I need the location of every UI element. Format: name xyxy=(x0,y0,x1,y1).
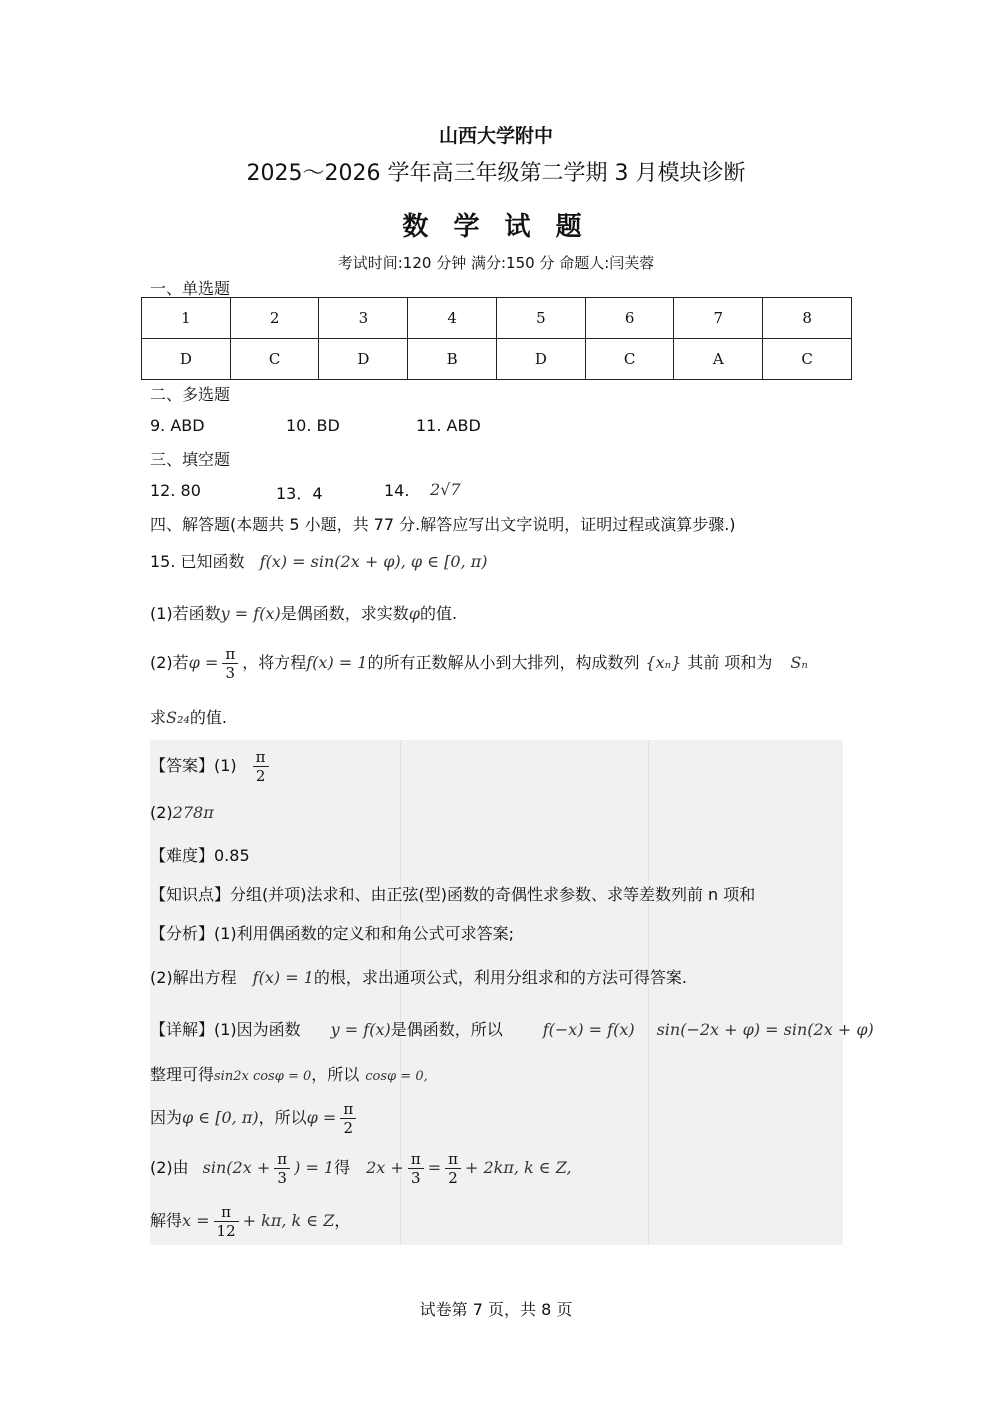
answer-item: 9. ABD xyxy=(150,416,205,435)
text: 解得 xyxy=(150,1211,183,1230)
fraction xyxy=(408,1150,424,1187)
panel-divider xyxy=(648,740,649,1245)
numerator: π xyxy=(340,1100,356,1119)
subject-title: 数 学 试 题 xyxy=(402,212,590,242)
text: 的值. xyxy=(419,604,458,623)
table-cell: D xyxy=(496,339,585,380)
fraction xyxy=(253,748,269,785)
math: φ = xyxy=(306,1108,337,1127)
math: cosφ = 0, xyxy=(365,1069,428,1084)
text: 【详解】(1)因为函数 xyxy=(150,1020,301,1039)
answer-item: 14. xyxy=(384,481,410,500)
numerator: π xyxy=(408,1150,424,1169)
table-cell: C xyxy=(763,339,852,380)
table-cell: 8 xyxy=(763,298,852,339)
table-cell: 6 xyxy=(585,298,674,339)
text: 的所有正数解从小到大排列，构成数列 xyxy=(367,653,640,672)
solution-analysis-1: 【分析】(1)利用偶函数的定义和和角公式可求答案; xyxy=(150,924,515,943)
table-cell: D xyxy=(142,339,231,380)
table-cell: 7 xyxy=(674,298,763,339)
text: 因为 xyxy=(150,1108,183,1127)
q15-part1 xyxy=(150,601,457,624)
solution-answer-2 xyxy=(150,803,214,822)
denominator: 12 xyxy=(216,1222,236,1240)
numerator: π xyxy=(214,1203,239,1222)
text: ， xyxy=(334,1211,351,1230)
math: f(−x) = f(x) xyxy=(542,1020,635,1039)
math: 2x + xyxy=(366,1158,404,1177)
table-cell: 4 xyxy=(408,298,497,339)
text: (1)若函数 xyxy=(150,604,221,623)
math: S₂₄ xyxy=(166,708,190,727)
table-cell: C xyxy=(585,339,674,380)
text: 15. 已知函数 xyxy=(150,552,245,571)
text: (2)若 xyxy=(150,653,189,672)
solution-detail-1 xyxy=(150,1017,874,1040)
math: ) = 1 xyxy=(294,1158,335,1177)
denominator: 2 xyxy=(343,1119,354,1137)
section-4-title: 四、解答题(本题共 5 小题，共 77 分.解答应写出文字说明，证明过程或演算步骤.) xyxy=(150,515,736,534)
exam-info: 考试时间:120 分钟 满分:150 分 命题人:闫芙蓉 xyxy=(337,254,655,272)
answer-table xyxy=(141,297,852,380)
fraction xyxy=(445,1150,461,1187)
table-cell: A xyxy=(674,339,763,380)
answer-item: 11. ABD xyxy=(416,416,481,435)
solution-detail-3 xyxy=(150,1100,360,1137)
table-cell: D xyxy=(319,339,408,380)
denominator: 3 xyxy=(410,1169,421,1187)
math: sin(−2x + φ) = sin(2x + φ) xyxy=(656,1020,874,1039)
denominator: 2 xyxy=(448,1169,458,1187)
q15-stem xyxy=(150,549,488,572)
solution-knowledge: 【知识点】分组(并项)法求和、由正弦(型)函数的奇偶性求参数、求等差数列前 n 项和 xyxy=(150,885,756,904)
fraction xyxy=(274,1150,290,1187)
text: 是偶函数，求实数 xyxy=(280,604,409,623)
table-cell: 5 xyxy=(496,298,585,339)
solution-difficulty: 【难度】0.85 xyxy=(150,846,250,865)
text: 的根，求出通项公式，利用分组求和的方法可得答案. xyxy=(313,968,687,987)
math: = xyxy=(427,1158,442,1177)
math: + kπ, k ∈ Z xyxy=(242,1211,335,1230)
page-footer: 试卷第 7 页，共 8 页 xyxy=(419,1300,573,1319)
text: 的值. xyxy=(189,708,227,727)
fraction xyxy=(340,1100,356,1137)
numerator: π xyxy=(253,748,269,767)
table-cell: 1 xyxy=(142,298,231,339)
numerator: π xyxy=(222,645,238,664)
text: 求 xyxy=(150,708,167,727)
exam-title: 2025～2026 学年高三年级第二学期 3 月模块诊断 xyxy=(246,161,746,186)
solution-detail-2 xyxy=(150,1062,428,1085)
answer-item: 12. 80 xyxy=(150,481,201,500)
answer-item: 13．4 xyxy=(276,484,323,503)
solution-detail-5 xyxy=(150,1203,350,1240)
q15-part2-cont xyxy=(150,705,227,728)
q15-part2 xyxy=(150,645,808,682)
denominator: 2 xyxy=(255,767,266,785)
text: (2) xyxy=(150,803,173,822)
table-cell: C xyxy=(230,339,319,380)
math: sin(2x + xyxy=(202,1158,271,1177)
answer-item: 10. BD xyxy=(286,416,340,435)
text: 是偶函数，所以 xyxy=(390,1020,503,1039)
solution-answer xyxy=(150,748,273,785)
text: 得 xyxy=(334,1158,351,1177)
math: φ ∈ [0, π) xyxy=(182,1108,259,1127)
table-row xyxy=(142,339,852,380)
numerator: π xyxy=(274,1150,290,1169)
school-name: 山西大学附中 xyxy=(438,125,553,147)
section-2-title: 二、多选题 xyxy=(150,385,231,404)
math: y = f(x) xyxy=(330,1020,391,1039)
math: 278π xyxy=(172,803,214,822)
math: f(x) = sin(2x + φ), φ ∈ [0, π) xyxy=(259,552,488,571)
fraction xyxy=(214,1203,239,1240)
math: φ = xyxy=(188,653,219,672)
section-1-title: 一、单选题 xyxy=(150,279,231,298)
section-3-title: 三、填空题 xyxy=(150,450,231,469)
denominator: 3 xyxy=(225,664,236,682)
math: φ xyxy=(408,604,420,623)
solution-analysis-2 xyxy=(150,965,687,988)
text: 整理可得 xyxy=(150,1065,215,1084)
text: (2)由 xyxy=(150,1158,189,1177)
math: f(x) = 1 xyxy=(306,653,368,672)
math: Sₙ xyxy=(790,653,808,672)
answer-math: 2√7 xyxy=(430,480,461,499)
solution-detail-4 xyxy=(150,1150,572,1187)
text: ，将方程 xyxy=(242,653,307,672)
table-cell: 3 xyxy=(319,298,408,339)
math: {xₙ} xyxy=(645,653,682,672)
text: 其前 项和为 xyxy=(687,653,773,672)
numerator: π xyxy=(445,1150,461,1169)
table-cell: B xyxy=(408,339,497,380)
text: 【答案】(1) xyxy=(150,756,237,775)
math: y = f(x) xyxy=(220,604,281,623)
text: (2)解出方程 xyxy=(150,968,237,987)
math: f(x) = 1 xyxy=(252,968,314,987)
text: ，所以 xyxy=(311,1065,360,1084)
math: sin2x cosφ = 0 xyxy=(214,1069,312,1084)
math: + 2kπ, k ∈ Z, xyxy=(464,1158,572,1177)
fraction xyxy=(222,645,238,682)
denominator: 3 xyxy=(277,1169,287,1187)
table-row xyxy=(142,298,852,339)
text: ，所以 xyxy=(258,1108,307,1127)
math: x = xyxy=(182,1211,210,1230)
table-cell: 2 xyxy=(230,298,319,339)
